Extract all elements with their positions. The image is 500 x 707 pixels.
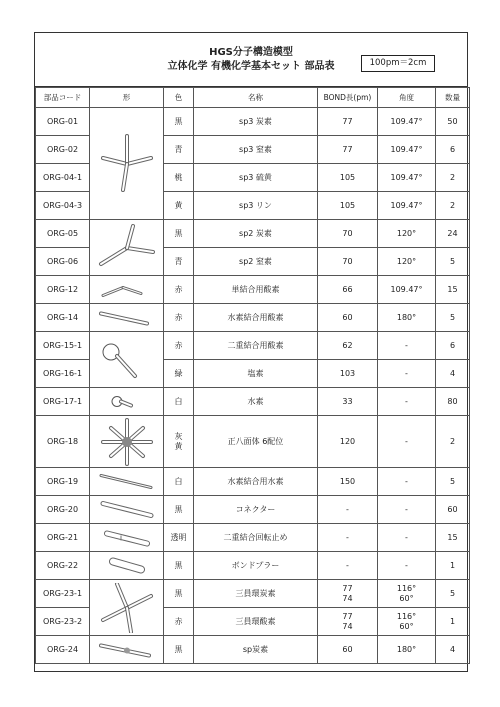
three-ring-connector-icon bbox=[90, 583, 163, 633]
part-code: ORG-04-3 bbox=[36, 192, 90, 220]
part-shape bbox=[90, 636, 164, 664]
part-code: ORG-18 bbox=[36, 416, 90, 468]
part-angle: 109.47° bbox=[378, 108, 436, 136]
part-quantity: 2 bbox=[436, 416, 470, 468]
part-quantity: 5 bbox=[436, 248, 470, 276]
part-bond-length: 60 bbox=[318, 304, 378, 332]
part-shape bbox=[90, 388, 164, 416]
part-angle: 116° 60° bbox=[378, 608, 436, 636]
part-code: ORG-22 bbox=[36, 552, 90, 580]
part-angle: 109.47° bbox=[378, 276, 436, 304]
part-name: sp3 硫黄 bbox=[194, 164, 318, 192]
part-angle: 109.47° bbox=[378, 164, 436, 192]
part-bond-length: - bbox=[318, 496, 378, 524]
linear-oxygen-icon bbox=[90, 306, 163, 329]
part-angle: 120° bbox=[378, 248, 436, 276]
part-name: sp3 リン bbox=[194, 192, 318, 220]
part-name: sp2 窒素 bbox=[194, 248, 318, 276]
part-color: 赤 bbox=[164, 276, 194, 304]
part-angle: - bbox=[378, 496, 436, 524]
part-name: sp3 窒素 bbox=[194, 136, 318, 164]
part-bond-length: - bbox=[318, 524, 378, 552]
part-bond-length: 33 bbox=[318, 388, 378, 416]
part-color: 赤 bbox=[164, 608, 194, 636]
part-code: ORG-23-1 bbox=[36, 580, 90, 608]
part-color: 黄 bbox=[164, 192, 194, 220]
part-color: 桃 bbox=[164, 164, 194, 192]
part-color: 赤 bbox=[164, 304, 194, 332]
part-bond-length: 77 bbox=[318, 108, 378, 136]
part-name: sp炭素 bbox=[194, 636, 318, 664]
part-name: コネクター bbox=[194, 496, 318, 524]
col-shape: 形 bbox=[90, 88, 164, 108]
part-shape bbox=[90, 416, 164, 468]
part-color: 赤 bbox=[164, 332, 194, 360]
part-bond-length: 77 74 bbox=[318, 608, 378, 636]
parts-sheet bbox=[34, 32, 468, 672]
part-code: ORG-14 bbox=[36, 304, 90, 332]
sheet-header bbox=[35, 33, 467, 87]
part-shape bbox=[90, 220, 164, 276]
part-quantity: 5 bbox=[436, 580, 470, 608]
part-quantity: 2 bbox=[436, 164, 470, 192]
hydrogen-icon bbox=[90, 390, 163, 413]
part-quantity: 6 bbox=[436, 332, 470, 360]
part-code: ORG-19 bbox=[36, 468, 90, 496]
part-name: 正八面体 6配位 bbox=[194, 416, 318, 468]
part-angle: 116° 60° bbox=[378, 580, 436, 608]
part-code: ORG-23-2 bbox=[36, 608, 90, 636]
part-angle: 109.47° bbox=[378, 192, 436, 220]
part-name: 三員環炭素 bbox=[194, 580, 318, 608]
part-code: ORG-12 bbox=[36, 276, 90, 304]
part-name: sp3 炭素 bbox=[194, 108, 318, 136]
part-quantity: 5 bbox=[436, 304, 470, 332]
sp2-connector-icon bbox=[90, 223, 163, 273]
part-code: ORG-06 bbox=[36, 248, 90, 276]
part-name: 水素結合用水素 bbox=[194, 468, 318, 496]
col-bond: BOND長(pm) bbox=[318, 88, 378, 108]
part-name: 三員環酸素 bbox=[194, 608, 318, 636]
rotation-lock-icon bbox=[90, 526, 163, 549]
part-quantity: 15 bbox=[436, 276, 470, 304]
part-bond-length: 150 bbox=[318, 468, 378, 496]
part-quantity: 15 bbox=[436, 524, 470, 552]
part-bond-length: 77 bbox=[318, 136, 378, 164]
col-angle: 角度 bbox=[378, 88, 436, 108]
parts-table bbox=[35, 87, 470, 664]
table-row bbox=[36, 636, 470, 664]
table-row bbox=[36, 552, 470, 580]
part-code: ORG-20 bbox=[36, 496, 90, 524]
col-name: 名称 bbox=[194, 88, 318, 108]
part-quantity: 6 bbox=[436, 136, 470, 164]
part-color: 白 bbox=[164, 388, 194, 416]
part-bond-length: 70 bbox=[318, 220, 378, 248]
table-row bbox=[36, 524, 470, 552]
part-color: 青 bbox=[164, 136, 194, 164]
table-header-row bbox=[36, 88, 470, 108]
table-row bbox=[36, 416, 470, 468]
part-name: 二重結合回転止め bbox=[194, 524, 318, 552]
table-row bbox=[36, 220, 470, 248]
part-quantity: 50 bbox=[436, 108, 470, 136]
part-code: ORG-15-1 bbox=[36, 332, 90, 360]
part-code: ORG-16-1 bbox=[36, 360, 90, 388]
part-name: 塩素 bbox=[194, 360, 318, 388]
part-quantity: 4 bbox=[436, 360, 470, 388]
part-angle: - bbox=[378, 524, 436, 552]
table-row bbox=[36, 332, 470, 360]
part-code: ORG-21 bbox=[36, 524, 90, 552]
single-bond-oxygen-icon bbox=[90, 278, 163, 301]
part-color: 白 bbox=[164, 468, 194, 496]
part-angle: 109.47° bbox=[378, 136, 436, 164]
part-quantity: 1 bbox=[436, 608, 470, 636]
part-code: ORG-24 bbox=[36, 636, 90, 664]
bond-puller-icon bbox=[90, 554, 163, 577]
table-row bbox=[36, 496, 470, 524]
sp-carbon-icon bbox=[90, 638, 163, 661]
part-name: 水素結合用酸素 bbox=[194, 304, 318, 332]
part-name: sp2 炭素 bbox=[194, 220, 318, 248]
table-row bbox=[36, 388, 470, 416]
part-angle: 120° bbox=[378, 220, 436, 248]
part-quantity: 4 bbox=[436, 636, 470, 664]
part-shape bbox=[90, 332, 164, 388]
part-angle: - bbox=[378, 416, 436, 468]
part-shape bbox=[90, 524, 164, 552]
part-code: ORG-02 bbox=[36, 136, 90, 164]
part-code: ORG-05 bbox=[36, 220, 90, 248]
part-quantity: 80 bbox=[436, 388, 470, 416]
part-quantity: 1 bbox=[436, 552, 470, 580]
part-name: 水素 bbox=[194, 388, 318, 416]
part-shape bbox=[90, 468, 164, 496]
part-color: 緑 bbox=[164, 360, 194, 388]
part-bond-length: 66 bbox=[318, 276, 378, 304]
part-bond-length: 120 bbox=[318, 416, 378, 468]
part-quantity: 5 bbox=[436, 468, 470, 496]
part-angle: 180° bbox=[378, 636, 436, 664]
part-shape bbox=[90, 276, 164, 304]
part-quantity: 2 bbox=[436, 192, 470, 220]
part-color: 黒 bbox=[164, 636, 194, 664]
part-color: 黒 bbox=[164, 220, 194, 248]
sp3-connector-icon bbox=[90, 112, 163, 216]
part-color: 黒 bbox=[164, 108, 194, 136]
scale-note: 100pm＝2cm bbox=[361, 55, 435, 72]
part-code: ORG-04-1 bbox=[36, 164, 90, 192]
part-bond-length: 60 bbox=[318, 636, 378, 664]
hbond-hydrogen-icon bbox=[90, 470, 163, 493]
octahedral-connector-icon bbox=[90, 418, 163, 466]
part-color: 黒 bbox=[164, 496, 194, 524]
part-angle: - bbox=[378, 388, 436, 416]
part-bond-length: 70 bbox=[318, 248, 378, 276]
part-quantity: 60 bbox=[436, 496, 470, 524]
part-name: 二重結合用酸素 bbox=[194, 332, 318, 360]
part-quantity: 24 bbox=[436, 220, 470, 248]
part-shape bbox=[90, 496, 164, 524]
part-bond-length: 105 bbox=[318, 192, 378, 220]
part-color: 灰 黄 bbox=[164, 416, 194, 468]
part-bond-length: 77 74 bbox=[318, 580, 378, 608]
part-bond-length: 62 bbox=[318, 332, 378, 360]
part-bond-length: - bbox=[318, 552, 378, 580]
part-code: ORG-01 bbox=[36, 108, 90, 136]
part-angle: - bbox=[378, 332, 436, 360]
part-color: 透明 bbox=[164, 524, 194, 552]
part-color: 黒 bbox=[164, 552, 194, 580]
title-line-1: HGS分子構造模型 bbox=[209, 47, 293, 58]
part-angle: 180° bbox=[378, 304, 436, 332]
table-row bbox=[36, 580, 470, 608]
part-color: 黒 bbox=[164, 580, 194, 608]
part-angle: - bbox=[378, 360, 436, 388]
part-shape bbox=[90, 304, 164, 332]
part-shape bbox=[90, 552, 164, 580]
part-color: 青 bbox=[164, 248, 194, 276]
title-line-2: 立体化学 有機化学基本セット 部品表 bbox=[167, 61, 335, 72]
table-row bbox=[36, 468, 470, 496]
table-row bbox=[36, 276, 470, 304]
col-color: 色 bbox=[164, 88, 194, 108]
bond-connector-icon bbox=[90, 498, 163, 521]
part-name: ボンドプラー bbox=[194, 552, 318, 580]
col-qty: 数量 bbox=[436, 88, 470, 108]
part-bond-length: 105 bbox=[318, 164, 378, 192]
col-code: 部品コード bbox=[36, 88, 90, 108]
table-row bbox=[36, 304, 470, 332]
table-row bbox=[36, 108, 470, 136]
terminal-atom-icon bbox=[90, 335, 163, 385]
part-shape bbox=[90, 580, 164, 636]
part-angle: - bbox=[378, 468, 436, 496]
part-code: ORG-17-1 bbox=[36, 388, 90, 416]
part-angle: - bbox=[378, 552, 436, 580]
part-shape bbox=[90, 108, 164, 220]
part-bond-length: 103 bbox=[318, 360, 378, 388]
part-name: 単結合用酸素 bbox=[194, 276, 318, 304]
